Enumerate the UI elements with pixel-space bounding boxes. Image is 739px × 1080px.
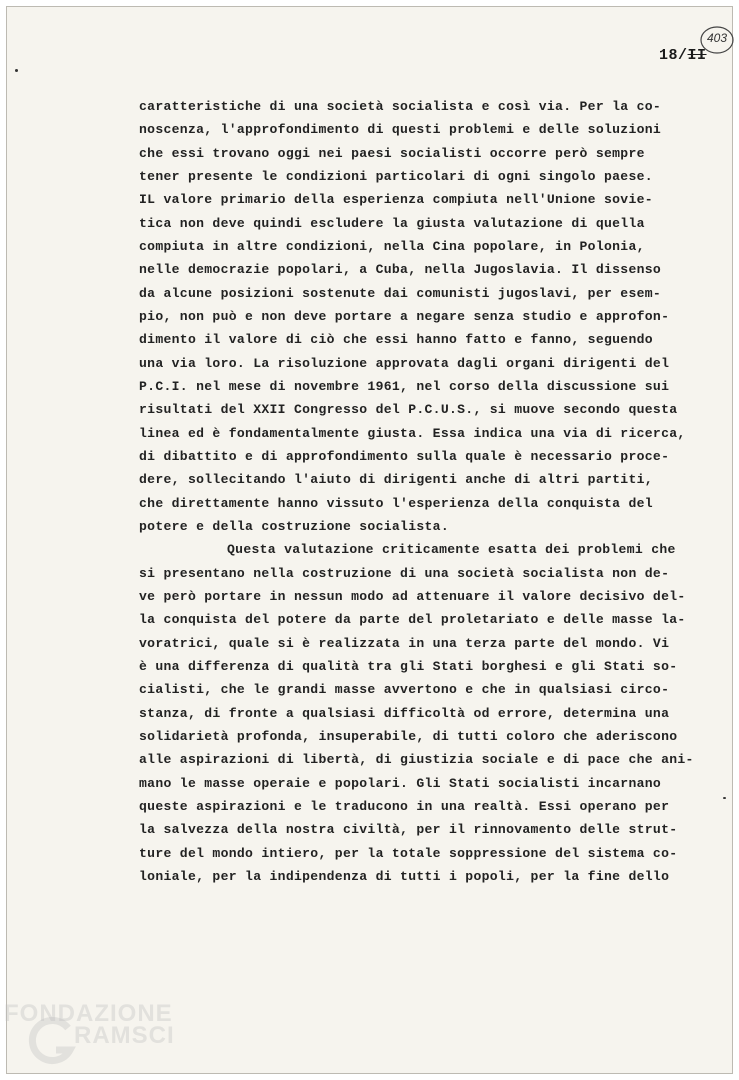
text-line: da alcune posizioni sostenute dai comunisti jugoslavi, per esem- <box>139 285 662 301</box>
paper-speck <box>723 797 726 799</box>
page-section: II <box>687 47 707 64</box>
paper-speck <box>15 69 18 72</box>
text-line: compiuta in altre condizioni, nella Cina popolare, in Polonia, <box>139 238 645 254</box>
watermark-line-1: FONDAZIONE <box>4 1000 173 1027</box>
typewritten-body <box>139 95 739 888</box>
text-line: la salvezza della nostra civiltà, per il rinnovamento delle strut- <box>139 822 678 838</box>
text-line: stanza, di fronte a qualsiasi difficoltà od errore, determina una <box>139 705 670 721</box>
text-line: è una differenza di qualità tra gli Stati borghesi e gli Stati so- <box>139 658 678 674</box>
text-line: pio, non può e non deve portare a negare senza studio e approfon- <box>139 308 670 324</box>
text-line: solidarietà profonda, insuperabile, di tutti coloro che aderiscono <box>139 728 678 744</box>
document-page <box>6 6 733 1074</box>
text-line: IL valore primario della esperienza compiuta nell'Unione sovie- <box>139 192 653 208</box>
text-line: P.C.I. nel mese di novembre 1961, nel corso della discussione sui <box>139 378 670 394</box>
text-line: tener presente le condizioni particolari di ogni singolo paese. <box>139 168 653 184</box>
text-line: una via loro. La risoluzione approvata dagli organi dirigenti del <box>139 355 670 371</box>
text-line: dere, sollecitando l'aiuto di dirigenti anche di altri partiti, <box>139 472 653 488</box>
text-line: alle aspirazioni di libertà, di giustizia sociale e di pace che ani- <box>139 752 694 768</box>
text-line: caratteristiche di una società socialista e così via. Per la co- <box>139 99 662 114</box>
page-number <box>659 47 707 64</box>
text-line: ve però portare in nessun modo ad attenuare il valore decisivo del- <box>139 588 686 604</box>
watermark-line-2: RAMSCI <box>74 1022 175 1049</box>
text-line: noscenza, l'approfondimento di questi problemi e delle soluzioni <box>139 122 662 138</box>
page-number-value: 18/ <box>659 47 688 64</box>
text-line: che essi trovano oggi nei paesi socialisti occorre però sempre <box>139 145 645 161</box>
text-line: la conquista del potere da parte del proletariato e delle masse la- <box>139 612 686 628</box>
text-line: mano le masse operaie e popolari. Gli Stati socialisti incarnano <box>139 775 662 791</box>
text-line: voratrici, quale si è realizzata in una terza parte del mondo. Vi <box>139 635 670 651</box>
text-line: ture del mondo intiero, per la totale soppressione del sistema co- <box>139 845 678 861</box>
text-line: loniale, per la indipendenza di tutti i popoli, per la fine dello <box>139 868 670 884</box>
text-line: potere e della costruzione socialista. <box>139 518 449 534</box>
text-line: dimento il valore di ciò che essi hanno fatto e fanno, seguendo <box>139 332 653 348</box>
archive-number: 403 <box>706 31 728 45</box>
text-line: tica non deve quindi escludere la giusta valutazione di quella <box>139 215 645 231</box>
text-line: si presentano nella costruzione di una società socialista non de- <box>139 565 670 581</box>
text-line: linea ed è fondamentalmente giusta. Essa indica una via di ricerca, <box>139 425 686 441</box>
text-line: che direttamente hanno vissuto l'esperienza della conquista del <box>139 495 653 511</box>
text-line: nelle democrazie popolari, a Cuba, nella Jugoslavia. Il dissenso <box>139 262 662 278</box>
text-line: Questa valutazione criticamente esatta dei problemi che <box>227 542 676 558</box>
text-line: di dibattito e di approfondimento sulla quale è necessario proce- <box>139 448 670 464</box>
text-line: cialisti, che le grandi masse avvertono e che in qualsiasi circo- <box>139 682 670 698</box>
text-line: queste aspirazioni e le traducono in una realtà. Essi operano per <box>139 798 670 814</box>
text-line: risultati del XXII Congresso del P.C.U.S., si muove secondo questa <box>139 402 678 418</box>
